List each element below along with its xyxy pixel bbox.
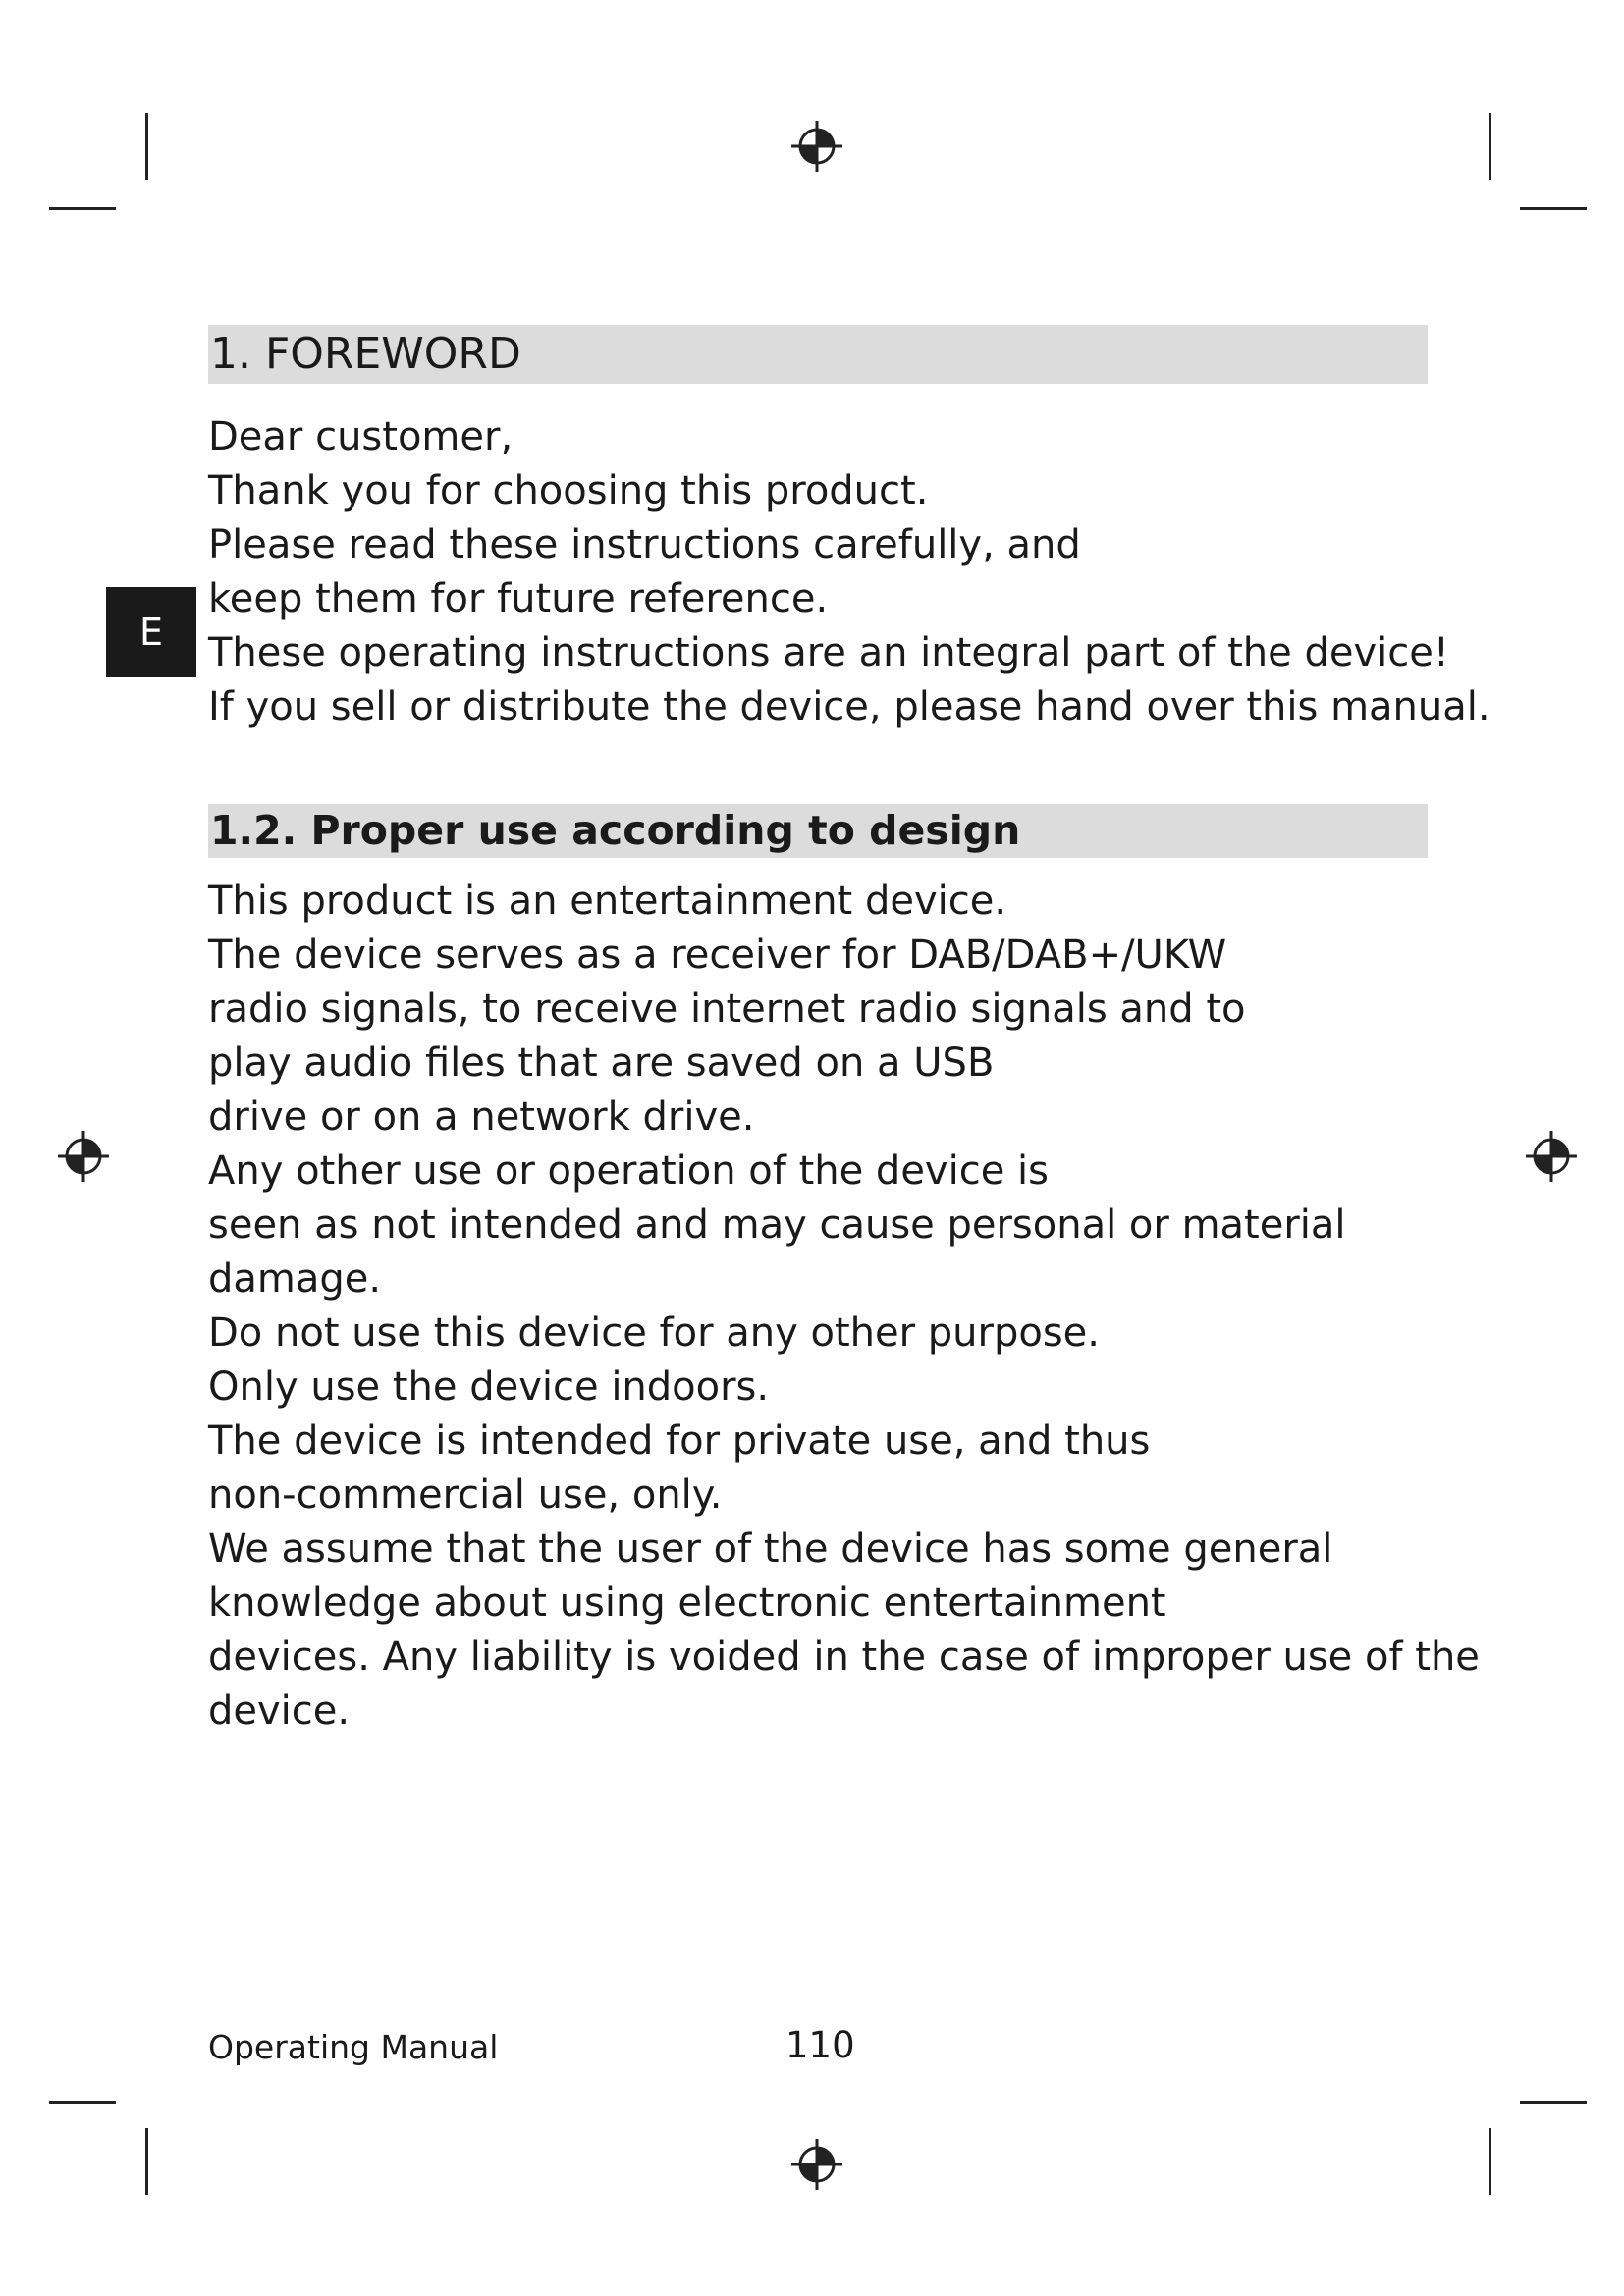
crop-mark-bottom-left-horizontal	[49, 2101, 116, 2104]
text-line: knowledge about using electronic entertainment	[208, 1580, 1166, 1626]
text-line: Any other use or operation of the device is	[208, 1148, 1049, 1194]
text-line: keep them for future reference.	[208, 576, 829, 621]
crop-mark-top-right-vertical	[1489, 113, 1491, 180]
text-line: We assume that the user of the device has some general	[208, 1526, 1333, 1572]
text-line: Only use the device indoors.	[208, 1364, 770, 1410]
registration-mark-right-icon	[1524, 1129, 1579, 1184]
text-line: devices. Any liability is voided in the case of improper use of the	[208, 1634, 1480, 1680]
text-line: If you sell or distribute the device, please hand over this manual.	[208, 684, 1490, 729]
crop-mark-bottom-right-vertical	[1489, 2128, 1491, 2195]
text-line: Do not use this device for any other purpose.	[208, 1310, 1100, 1356]
section-heading-proper-use: 1.2. Proper use according to design	[208, 804, 1428, 858]
footer-label: Operating Manual	[208, 2028, 499, 2066]
section-heading-foreword: 1. FOREWORD	[208, 325, 1428, 384]
text-line: Thank you for choosing this product.	[208, 468, 929, 513]
crop-mark-top-left-horizontal	[49, 207, 116, 210]
text-line: These operating instructions are an integral part of the device!	[208, 630, 1449, 675]
registration-mark-left-icon	[56, 1129, 111, 1184]
crop-mark-top-left-vertical	[145, 113, 148, 180]
registration-mark-top-icon	[789, 119, 844, 174]
text-line: Please read these instructions carefully, and	[208, 522, 1081, 567]
proper-use-paragraph	[208, 875, 1480, 1738]
text-line: non-commercial use, only.	[208, 1472, 723, 1518]
crop-mark-bottom-right-horizontal	[1520, 2101, 1587, 2104]
foreword-paragraph	[208, 410, 1490, 734]
registration-mark-bottom-icon	[789, 2137, 844, 2192]
text-line: device.	[208, 1688, 351, 1734]
text-line: drive or on a network drive.	[208, 1095, 755, 1140]
text-line: Dear customer,	[208, 414, 514, 459]
crop-mark-top-right-horizontal	[1520, 207, 1587, 210]
page-number: 110	[785, 2024, 855, 2066]
language-tab: E	[106, 587, 196, 677]
text-line: play audio files that are saved on a USB	[208, 1041, 995, 1086]
text-line: seen as not intended and may cause personal or material	[208, 1202, 1346, 1248]
text-line: damage.	[208, 1256, 382, 1302]
text-line: The device serves as a receiver for DAB/DAB+/UKW	[208, 933, 1227, 978]
text-line: The device is intended for private use, and thus	[208, 1418, 1151, 1464]
text-line: radio signals, to receive internet radio signals and to	[208, 987, 1246, 1032]
crop-mark-bottom-left-vertical	[145, 2128, 148, 2195]
text-line: This product is an entertainment device.	[208, 879, 1007, 924]
